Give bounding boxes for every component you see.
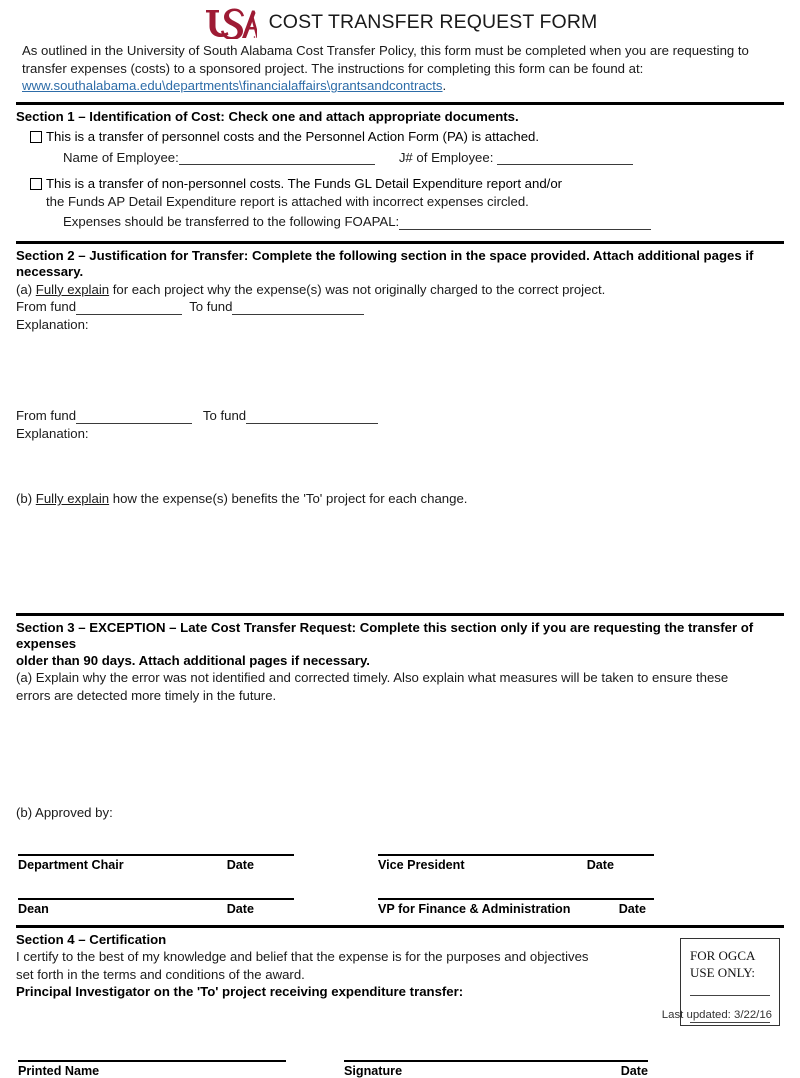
- section-1-option-2-label-line2: the Funds AP Detail Expenditure report is attached with incorrect expenses circled.: [46, 193, 529, 209]
- principal-investigator-line: Principal Investigator on the 'To' project receiving expenditure transfer:: [16, 984, 464, 1000]
- section-divider-3: [16, 613, 784, 616]
- approval-row-1: [16, 854, 784, 872]
- signature-block-signature: [344, 1060, 648, 1078]
- certification-line2: set forth in the terms and conditions of the award.: [16, 966, 305, 982]
- label-dean: Dean: [18, 901, 49, 916]
- policy-instructions-link[interactable]: www.southalabama.edu\departments\financialaffairs\grantsandcontracts: [22, 78, 443, 94]
- last-updated-footer: Last updated: 3/22/16: [661, 1009, 772, 1021]
- section-3-item-b-label: (b) Approved by:: [16, 805, 113, 821]
- name-of-employee-input[interactable]: [179, 152, 375, 165]
- to-fund-label-2: To fund: [202, 408, 247, 424]
- usa-logo-icon: [203, 5, 257, 39]
- label-vice-president-date: Date: [586, 857, 614, 872]
- section-4-left: [16, 932, 680, 1026]
- ogca-blank-line-2[interactable]: [690, 1022, 770, 1023]
- signature-block-dean: [18, 898, 294, 916]
- name-of-employee-label: Name of Employee:: [63, 149, 179, 165]
- foapal-input[interactable]: [399, 217, 651, 230]
- form-header: [16, 0, 784, 40]
- signature-line-dean[interactable]: [18, 898, 294, 900]
- fund-row-1: [16, 298, 784, 316]
- label-printed-name: Printed Name: [18, 1063, 100, 1078]
- to-fund-input-2[interactable]: [246, 411, 378, 424]
- section-1-option-1-label: This is a transfer of personnel costs and the Personnel Action Form (PA) is attached.: [46, 129, 540, 145]
- label-department-chair: Department Chair: [18, 857, 124, 872]
- section-2-item-b-space[interactable]: [16, 508, 784, 606]
- to-fund-input-1[interactable]: [232, 302, 364, 315]
- section-2-heading: Section 2 – Justification for Transfer: Complete the following section in the space provided. Attach additional pages if necessary.: [16, 247, 754, 280]
- signature-block-vp-finance: [378, 898, 654, 916]
- label-signature-date: Date: [620, 1063, 648, 1078]
- intro-text: As outlined in the University of South Alabama Cost Transfer Policy, this form must be completed when you are requesting to transfer expenses (costs) to a sponsored project. The instructions for completing this form can be found at:: [22, 43, 749, 76]
- from-fund-label-2: From fund: [16, 408, 77, 424]
- signature-line-department-chair[interactable]: [18, 854, 294, 856]
- approval-row-2: [16, 898, 784, 916]
- certification-signature-row: [16, 1060, 784, 1078]
- ogca-label-line1: FOR OGCA: [690, 947, 756, 963]
- signature-line-vp-finance[interactable]: [378, 898, 654, 900]
- ogca-blank-line-1[interactable]: [690, 995, 770, 996]
- label-vp-finance: VP for Finance & Administration: [378, 901, 571, 916]
- signature-line-vice-president[interactable]: [378, 854, 654, 856]
- label-vp-finance-date: Date: [618, 901, 646, 916]
- checkbox-personnel-costs[interactable]: [30, 131, 42, 143]
- section-1-option-2-label-line1: This is a transfer of non-personnel costs. The Funds GL Detail Expenditure report and/or: [46, 176, 563, 192]
- explanation-label-2: Explanation:: [16, 425, 89, 441]
- label-dean-date: Date: [226, 901, 254, 916]
- signature-block-printed-name: [18, 1060, 286, 1078]
- signature-line-signature[interactable]: [344, 1060, 648, 1062]
- employee-fields-row: [16, 149, 784, 167]
- section-3-item-a-space[interactable]: [16, 704, 784, 804]
- section-2-item-a-prefix: (a): [16, 281, 36, 297]
- section-2-item-a-emphasis: Fully explain: [35, 281, 110, 297]
- approval-space: [16, 822, 784, 850]
- section-3-item-a-line2: errors are detected more timely in the future.: [16, 687, 277, 703]
- section-1-option-2-row[interactable]: [16, 175, 784, 193]
- ogca-label-line2: USE ONLY:: [690, 964, 756, 980]
- jnumber-label: J# of Employee:: [398, 149, 494, 165]
- fund-row-2: [16, 407, 784, 425]
- foapal-label: Expenses should be transferred to the following FOAPAL:: [63, 214, 400, 230]
- section-2-item-a: [16, 281, 784, 299]
- section-3-item-a-line1: (a) Explain why the error was not identified and corrected timely. Also explain what measures will be taken to ensure these: [16, 670, 729, 686]
- section-2-item-b: [16, 490, 784, 508]
- certification-line1: I certify to the best of my knowledge and belief that the expense is for the purposes and objectives: [16, 949, 589, 965]
- from-fund-input-1[interactable]: [76, 302, 182, 315]
- intro-paragraph: [16, 42, 784, 95]
- page-title: COST TRANSFER REQUEST FORM: [268, 10, 598, 33]
- section-1-option-1-row[interactable]: [16, 128, 784, 146]
- explanation-space-2[interactable]: [16, 442, 784, 468]
- section-4-heading: Section 4 – Certification: [16, 931, 167, 947]
- intro-period: .: [442, 78, 447, 94]
- section-divider-1: [16, 102, 784, 105]
- section-2-item-b-prefix: (b): [16, 491, 36, 507]
- label-vice-president: Vice President: [378, 857, 465, 872]
- foapal-row: [16, 213, 784, 231]
- section-divider-2: [16, 241, 784, 244]
- label-signature: Signature: [344, 1063, 403, 1078]
- signature-block-department-chair: [18, 854, 294, 872]
- section-2-item-b-emphasis: Fully explain: [35, 491, 110, 507]
- section-2-item-a-rest: for each project why the expense(s) was not originally charged to the correct project.: [109, 281, 606, 297]
- to-fund-label-1: To fund: [189, 299, 233, 315]
- jnumber-input[interactable]: [497, 152, 633, 165]
- signature-line-printed-name[interactable]: [18, 1060, 286, 1062]
- signature-block-vice-president: [378, 854, 654, 872]
- section-2-item-b-rest: how the expense(s) benefits the 'To' project for each change.: [109, 491, 468, 507]
- label-department-chair-date: Date: [226, 857, 254, 872]
- checkbox-non-personnel-costs[interactable]: [30, 178, 42, 190]
- section-1-heading: Section 1 – Identification of Cost: Check one and attach appropriate documents.: [16, 108, 519, 124]
- section-3-heading-line1: Section 3 – EXCEPTION – Late Cost Transfer Request: Complete this section only if you are requesting the transfer of expenses: [16, 619, 754, 652]
- section-3-heading-line2: older than 90 days. Attach additional pages if necessary.: [16, 652, 370, 668]
- from-fund-label-1: From fund: [16, 299, 77, 315]
- explanation-space-1[interactable]: [16, 333, 784, 407]
- section-divider-4: [16, 925, 784, 928]
- explanation-label-1: Explanation:: [16, 316, 89, 332]
- from-fund-input-2[interactable]: [76, 411, 192, 424]
